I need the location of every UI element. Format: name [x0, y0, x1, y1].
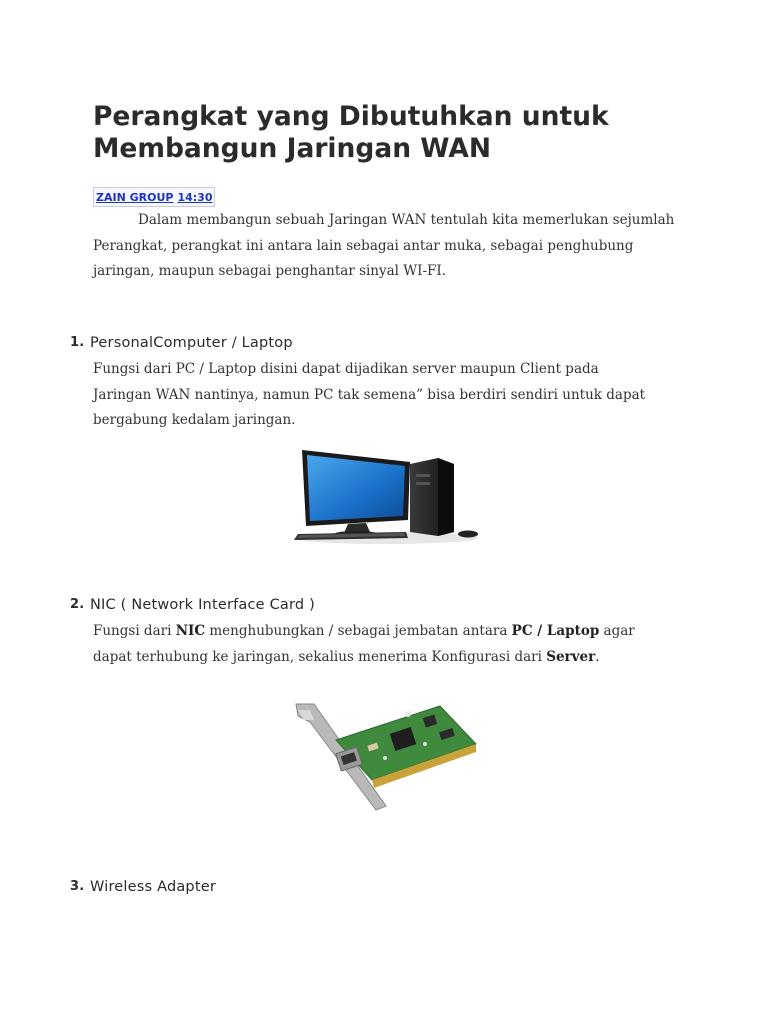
section-heading-pc: [70, 335, 293, 351]
section-title: PersonalComputer / Laptop: [90, 335, 293, 351]
timestamp-link[interactable]: 14:30: [177, 190, 213, 204]
section-number: 1.: [70, 335, 85, 350]
author-link[interactable]: ZAIN GROUP: [96, 190, 174, 204]
section-number: 2.: [70, 597, 85, 612]
title-line-2: Membangun Jaringan WAN: [93, 133, 492, 164]
section-title: Wireless Adapter: [90, 879, 217, 895]
section-heading-nic: [70, 597, 315, 613]
post-meta: [93, 187, 215, 207]
article-title: [93, 101, 693, 165]
section-title: NIC ( Network Interface Card ): [90, 597, 315, 613]
section-body-pc: Fungsi dari PC / Laptop disini dapat dijadikan server maupun Client pada Jaringan WAN nantinya, namun PC tak semena” bisa berdiri sendiri untuk dapat bergabung kedalam jaringan.: [93, 361, 646, 428]
intro-paragraph: Dalam membangun sebuah Jaringan WAN tentulah kita memerlukan sejumlah Perangkat, perangkat ini antara lain sebagai antar muka, sebagai penghubung jaringan, maupun sebagai penghantar sinyal WI-FI.: [93, 212, 675, 279]
network-card-image: [290, 700, 480, 812]
section-number: 3.: [70, 879, 85, 894]
desktop-computer-image: [288, 440, 484, 548]
section-body-nic: Fungsi dari NIC menghubungkan / sebagai jembatan antara PC / Laptop agar dapat terhubung ke jaringan, sekalius menerima Konfigurasi dari Server.: [93, 623, 635, 665]
section-heading-wireless: [70, 879, 216, 895]
title-line-1: Perangkat yang Dibutuhkan untuk: [93, 101, 609, 132]
